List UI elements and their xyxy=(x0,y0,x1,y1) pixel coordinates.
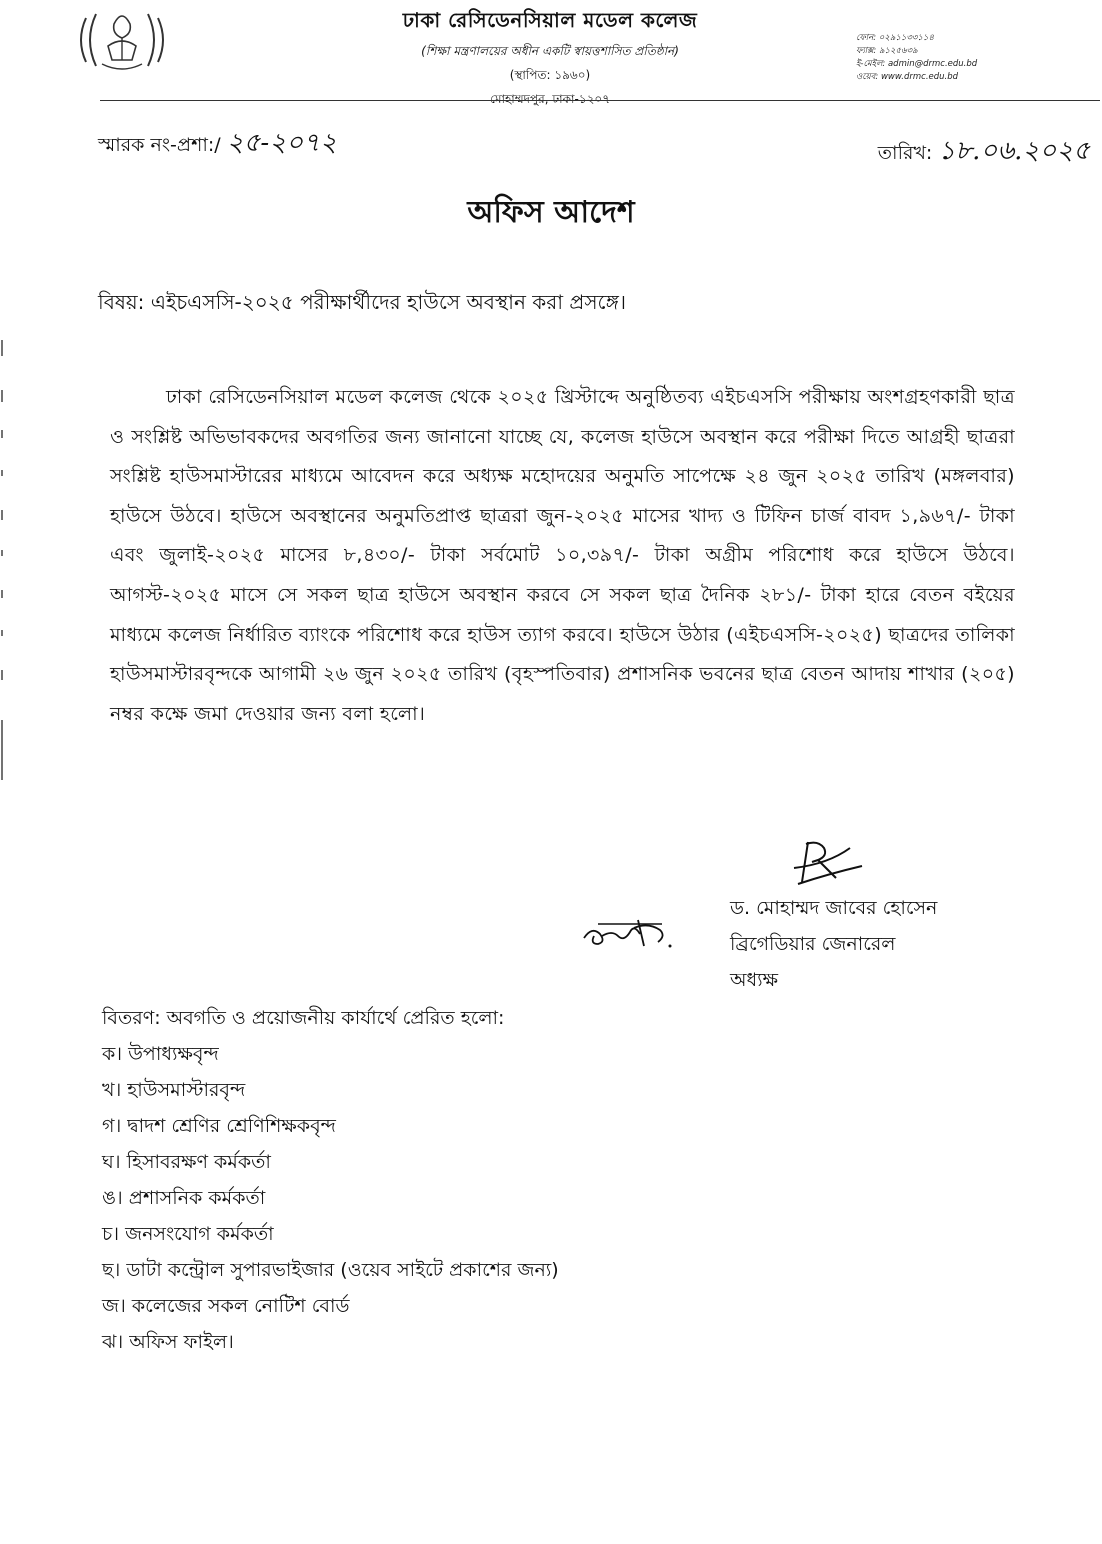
college-logo-icon xyxy=(72,4,182,76)
distribution-item: ছ। ডাটা কন্ট্রোল সুপারভাইজার (ওয়েব সাইটে প্রকাশের জন্য) xyxy=(102,1259,559,1281)
scan-margin-marks xyxy=(0,340,8,780)
contact-email: ই-মেইল: admin@drmc.edu.bd xyxy=(856,59,978,69)
date-value: ১৮.০৬.২০২৫ xyxy=(938,136,1090,166)
distribution-item: ঙ। প্রশাসনিক কর্মকর্তা xyxy=(102,1187,266,1209)
order-body: ঢাকা রেসিডেনসিয়াল মডেল কলেজ থেকে ২০২৫ খ্রিস্টাব্দে অনুষ্ঠিতব্য এইচএসসি পরীক্ষায় অংশগ্রহণকারী ছাত্র ও সংশ্লিষ্ট অভিভাবকদের অবগতির জন্য জানানো যাচ্ছে যে, কলেজ হাউসে অবস্থান করে পরীক্ষা দিতে আগ্রহী ছাত্ররা সংশ্লিষ্ট হাউসমাস্টারের মাধ্যমে আবেদন করে অধ্যক্ষ মহোদয়ের অনুমতি সাপেক্ষে ২৪ জুন ২০২৫ তারিখ (মঙ্গলবার) হাউসে উঠবে। হাউসে অবস্থানের অনুমতিপ্রাপ্ত ছাত্ররা জুন-২০২৫ মাসের খাদ্য ও টিফিন চার্জ বাবদ ১,৯৬৭/- টাকা এবং জুলাই-২০২৫ মাসের ৮,৪৩০/- টাকা সর্বমোট ১০,৩৯৭/- টাকা অগ্রীম পরিশোধ করে হাউসে উঠবে। আগস্ট-২০২৫ মাসে সে সকল ছাত্র হাউসে অবস্থান করবে সে সকল ছাত্র দৈনিক ২৮১/- টাকা হারে বেতন বইয়ের মাধ্যমে কলেজ নির্ধারিত ব্যাংকে পরিশোধ করে হাউস ত্যাগ করবে। হাউসে উঠার (এইচএসসি-২০২৫) ছাত্রদের তালিকা হাউসমাস্টারবৃন্দকে আগামী ২৬ জুন ২০২৫ তারিখ (বৃহস্পতিবার) প্রশাসনিক ভবনের ছাত্র বেতন আদায় শাখার (২০৫) নম্বর কক্ষে জমা দেওয়ার জন্য বলা হলো। xyxy=(110,386,1015,725)
signatory-block xyxy=(730,890,937,998)
distribution-item: গ। দ্বাদশ শ্রেণির শ্রেণিশিক্ষকবৃন্দ xyxy=(102,1115,336,1137)
college-name: ঢাকা রেসিডেনসিয়াল মডেল কলেজ xyxy=(402,8,698,32)
memo-number: ২৫-২০৭২ xyxy=(226,128,337,158)
college-subtitle: (শিক্ষা মন্ত্রণালয়ের অধীন একটি স্বায়ত্তশাসিত প্রতিষ্ঠান) xyxy=(421,44,679,58)
memo-reference xyxy=(98,122,337,166)
contact-fax: ফ্যাক্স: ৯১২৫৬৩৯ xyxy=(856,46,918,56)
document-title: অফিস আদেশ xyxy=(467,195,635,230)
letterhead xyxy=(290,6,810,111)
college-address: মোহাম্মদপুর, ঢাকা-১২০৭ xyxy=(489,92,611,106)
contact-phone: ফোন: ০২৯১১৩৩১১৪ xyxy=(856,33,934,43)
distribution-item: ঘ। হিসাবরক্ষণ কর্মকর্তা xyxy=(102,1151,271,1173)
letterhead-divider xyxy=(100,100,1100,101)
distribution-heading: বিতরণ: অবগতি ও প্রয়োজনীয় কার্যার্থে প্রেরিত হলো: xyxy=(102,1007,505,1029)
subject-line: বিষয়: এইচএসসি-২০২৫ পরীক্ষার্থীদের হাউসে অবস্থান করা প্রসঙ্গে। xyxy=(98,290,626,314)
distribution-item: ঝ। অফিস ফাইল। xyxy=(102,1331,234,1353)
established-year: (স্থাপিত: ১৯৬০) xyxy=(509,68,591,82)
signatory-rank: ব্রিগেডিয়ার জেনারেল xyxy=(730,933,896,955)
distribution-list xyxy=(102,1036,559,1360)
signatory-designation: অধ্যক্ষ xyxy=(730,969,779,991)
date-label: তারিখ: xyxy=(877,142,933,164)
signatory-name: ড. মোহাম্মদ জাবের হোসেন xyxy=(730,897,938,919)
distribution-item: ক। উপাধ্যক্ষবৃন্দ xyxy=(102,1043,219,1065)
principal-signature-icon xyxy=(788,838,870,888)
distribution-item: চ। জনসংযোগ কর্মকর্তা xyxy=(102,1223,274,1245)
initial-signature-icon xyxy=(578,906,678,956)
order-date xyxy=(878,130,1090,174)
distribution-item: খ। হাউসমাস্টারবৃন্দ xyxy=(102,1079,246,1101)
contact-info xyxy=(856,32,977,84)
memo-label: স্মারক নং-প্রশা:/ xyxy=(98,134,221,156)
distribution-item: জ। কলেজের সকল নোটিশ বোর্ড xyxy=(102,1295,350,1317)
distribution-section xyxy=(102,1000,559,1360)
contact-web: ওয়েব: www.drmc.edu.bd xyxy=(856,72,959,82)
